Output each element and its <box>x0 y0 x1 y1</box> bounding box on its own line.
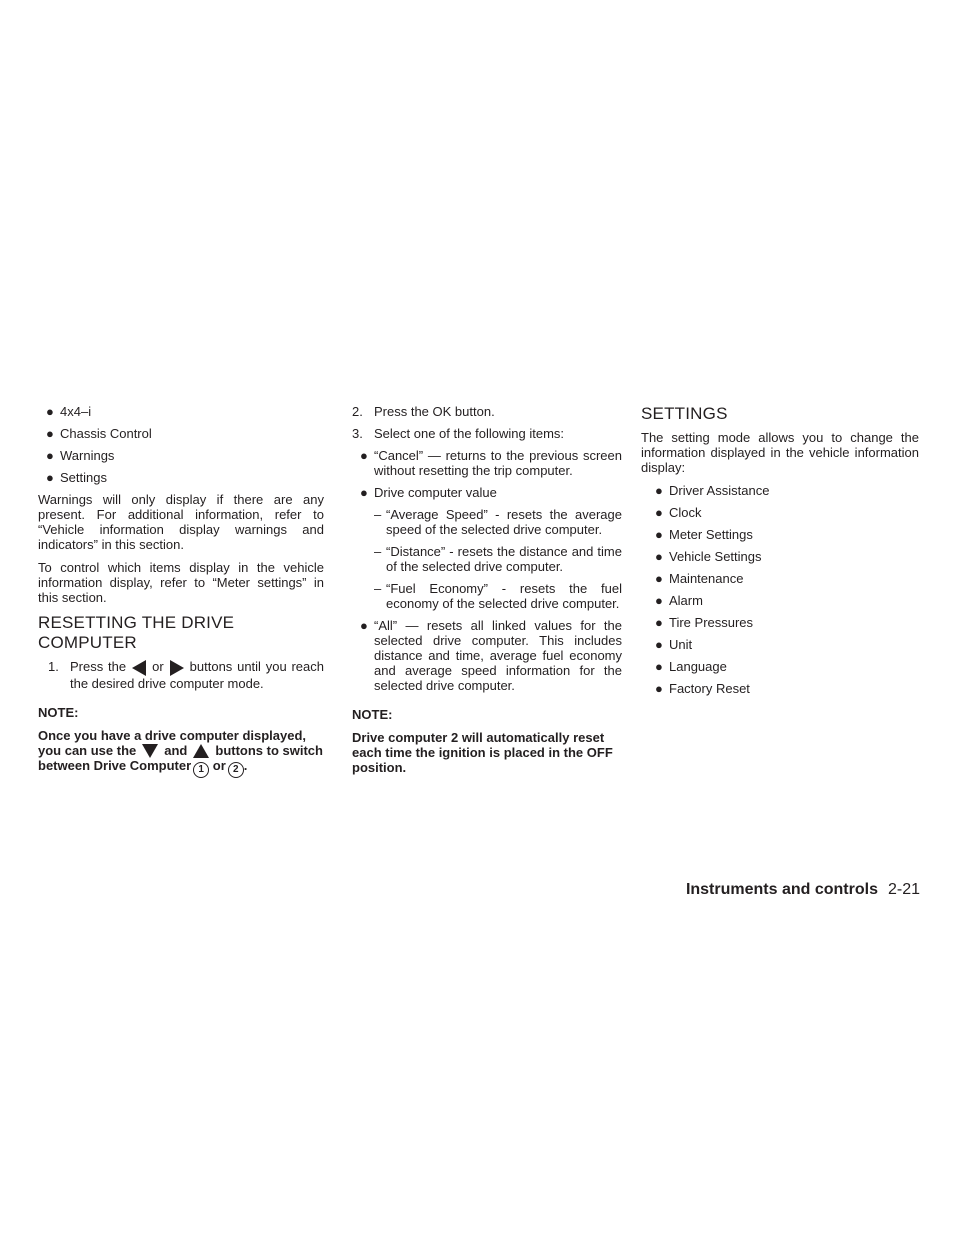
bullet-icon: ● <box>655 571 663 586</box>
list-item: ● Clock <box>655 505 702 520</box>
page-footer <box>686 880 920 900</box>
list-item: ● Driver Assistance <box>655 483 770 498</box>
note-heading: NOTE: <box>352 707 393 722</box>
circled-1-icon: 1 <box>193 762 209 778</box>
right-arrow-icon <box>170 660 184 676</box>
middle-column <box>352 404 622 775</box>
dash-icon: – <box>374 544 382 559</box>
control-paragraph: To control which items display in the vehicle information display, refer to “Meter settings” in this section. <box>38 560 324 605</box>
bullet-icon: ● <box>655 659 663 674</box>
list-item-drive-value: ● Drive computer value <box>360 485 497 500</box>
bullet-icon: ● <box>655 527 663 542</box>
warnings-paragraph: Warnings will only display if there are any present. For additional information, refer to “Vehicle information display warnings and indicators” in this section. <box>38 492 324 552</box>
sub-item-average-speed: – “Average Speed” - resets the average speed of the selected drive computer. <box>374 507 622 537</box>
bullet-icon: ● <box>46 426 54 441</box>
bullet-icon: ● <box>655 637 663 652</box>
footer-section-title: Instruments and controls <box>685 881 878 898</box>
list-item: ● Vehicle Settings <box>655 549 762 564</box>
list-item: ● Alarm <box>655 593 703 608</box>
step-1: 1. Press the or buttons until you reach the desired drive computer mode. <box>48 659 324 691</box>
section-heading-resetting: RESETTING THE DRIVE COMPUTER <box>38 613 235 652</box>
bullet-icon: ● <box>655 593 663 608</box>
list-item: ● Factory Reset <box>655 681 750 696</box>
sub-item-distance: – “Distance” - resets the distance and time of the selected drive computer. <box>374 544 622 574</box>
list-item: ● Unit <box>655 637 693 652</box>
dash-icon: – <box>374 507 382 522</box>
bullet-icon: ● <box>655 505 663 520</box>
list-item: ● Language <box>655 659 727 674</box>
step-2: 2. Press the OK button. <box>352 404 495 419</box>
section-heading-settings: SETTINGS <box>641 404 728 423</box>
bullet-icon: ● <box>46 404 54 419</box>
left-arrow-icon <box>132 660 146 676</box>
list-item: ● Maintenance <box>655 571 744 586</box>
note-text: Once you have a drive computer displayed, you can use the and buttons to switch between Drive Computer 1 or 2 . <box>38 728 324 779</box>
bullet-icon: ● <box>360 618 368 633</box>
left-column <box>38 404 324 778</box>
list-item: ● Tire Pressures <box>655 615 754 630</box>
list-item: ● Meter Settings <box>655 527 753 542</box>
settings-intro: The setting mode allows you to change the information displayed in the vehicle information display: <box>641 430 919 475</box>
list-item: ● Settings <box>46 470 107 485</box>
down-arrow-icon <box>142 744 158 758</box>
note-heading: NOTE: <box>38 704 79 720</box>
up-arrow-icon <box>193 744 209 758</box>
bullet-icon: ● <box>655 681 663 696</box>
bullet-icon: ● <box>655 615 663 630</box>
bullet-icon: ● <box>360 448 368 463</box>
bullet-icon: ● <box>360 485 368 500</box>
list-item-all: ● “All” — resets all linked values for the selected drive computer. This includes distance and time, average fuel economy and average speed information for the selected drive computer. <box>360 618 622 693</box>
sub-item-fuel-economy: – “Fuel Economy” - resets the fuel economy of the selected drive computer. <box>374 581 622 611</box>
right-column <box>641 404 919 703</box>
list-item: ● Warnings <box>46 448 115 463</box>
bullet-icon: ● <box>46 448 54 463</box>
note-text: Drive computer 2 will automatically reset each time the ignition is placed in the OFF position. <box>352 730 613 775</box>
dash-icon: – <box>374 581 382 596</box>
step-3: 3. Select one of the following items: <box>352 426 565 441</box>
bullet-icon: ● <box>655 549 663 564</box>
page-number: 2-21 <box>887 881 920 898</box>
list-item: ● 4x4–i <box>46 404 92 419</box>
bullet-icon: ● <box>655 483 663 498</box>
circled-2-icon: 2 <box>228 762 244 778</box>
bullet-icon: ● <box>46 470 54 485</box>
list-item: ● Chassis Control <box>46 426 152 441</box>
list-item-cancel: ● “Cancel” — returns to the previous screen without resetting the trip computer. <box>360 448 622 478</box>
